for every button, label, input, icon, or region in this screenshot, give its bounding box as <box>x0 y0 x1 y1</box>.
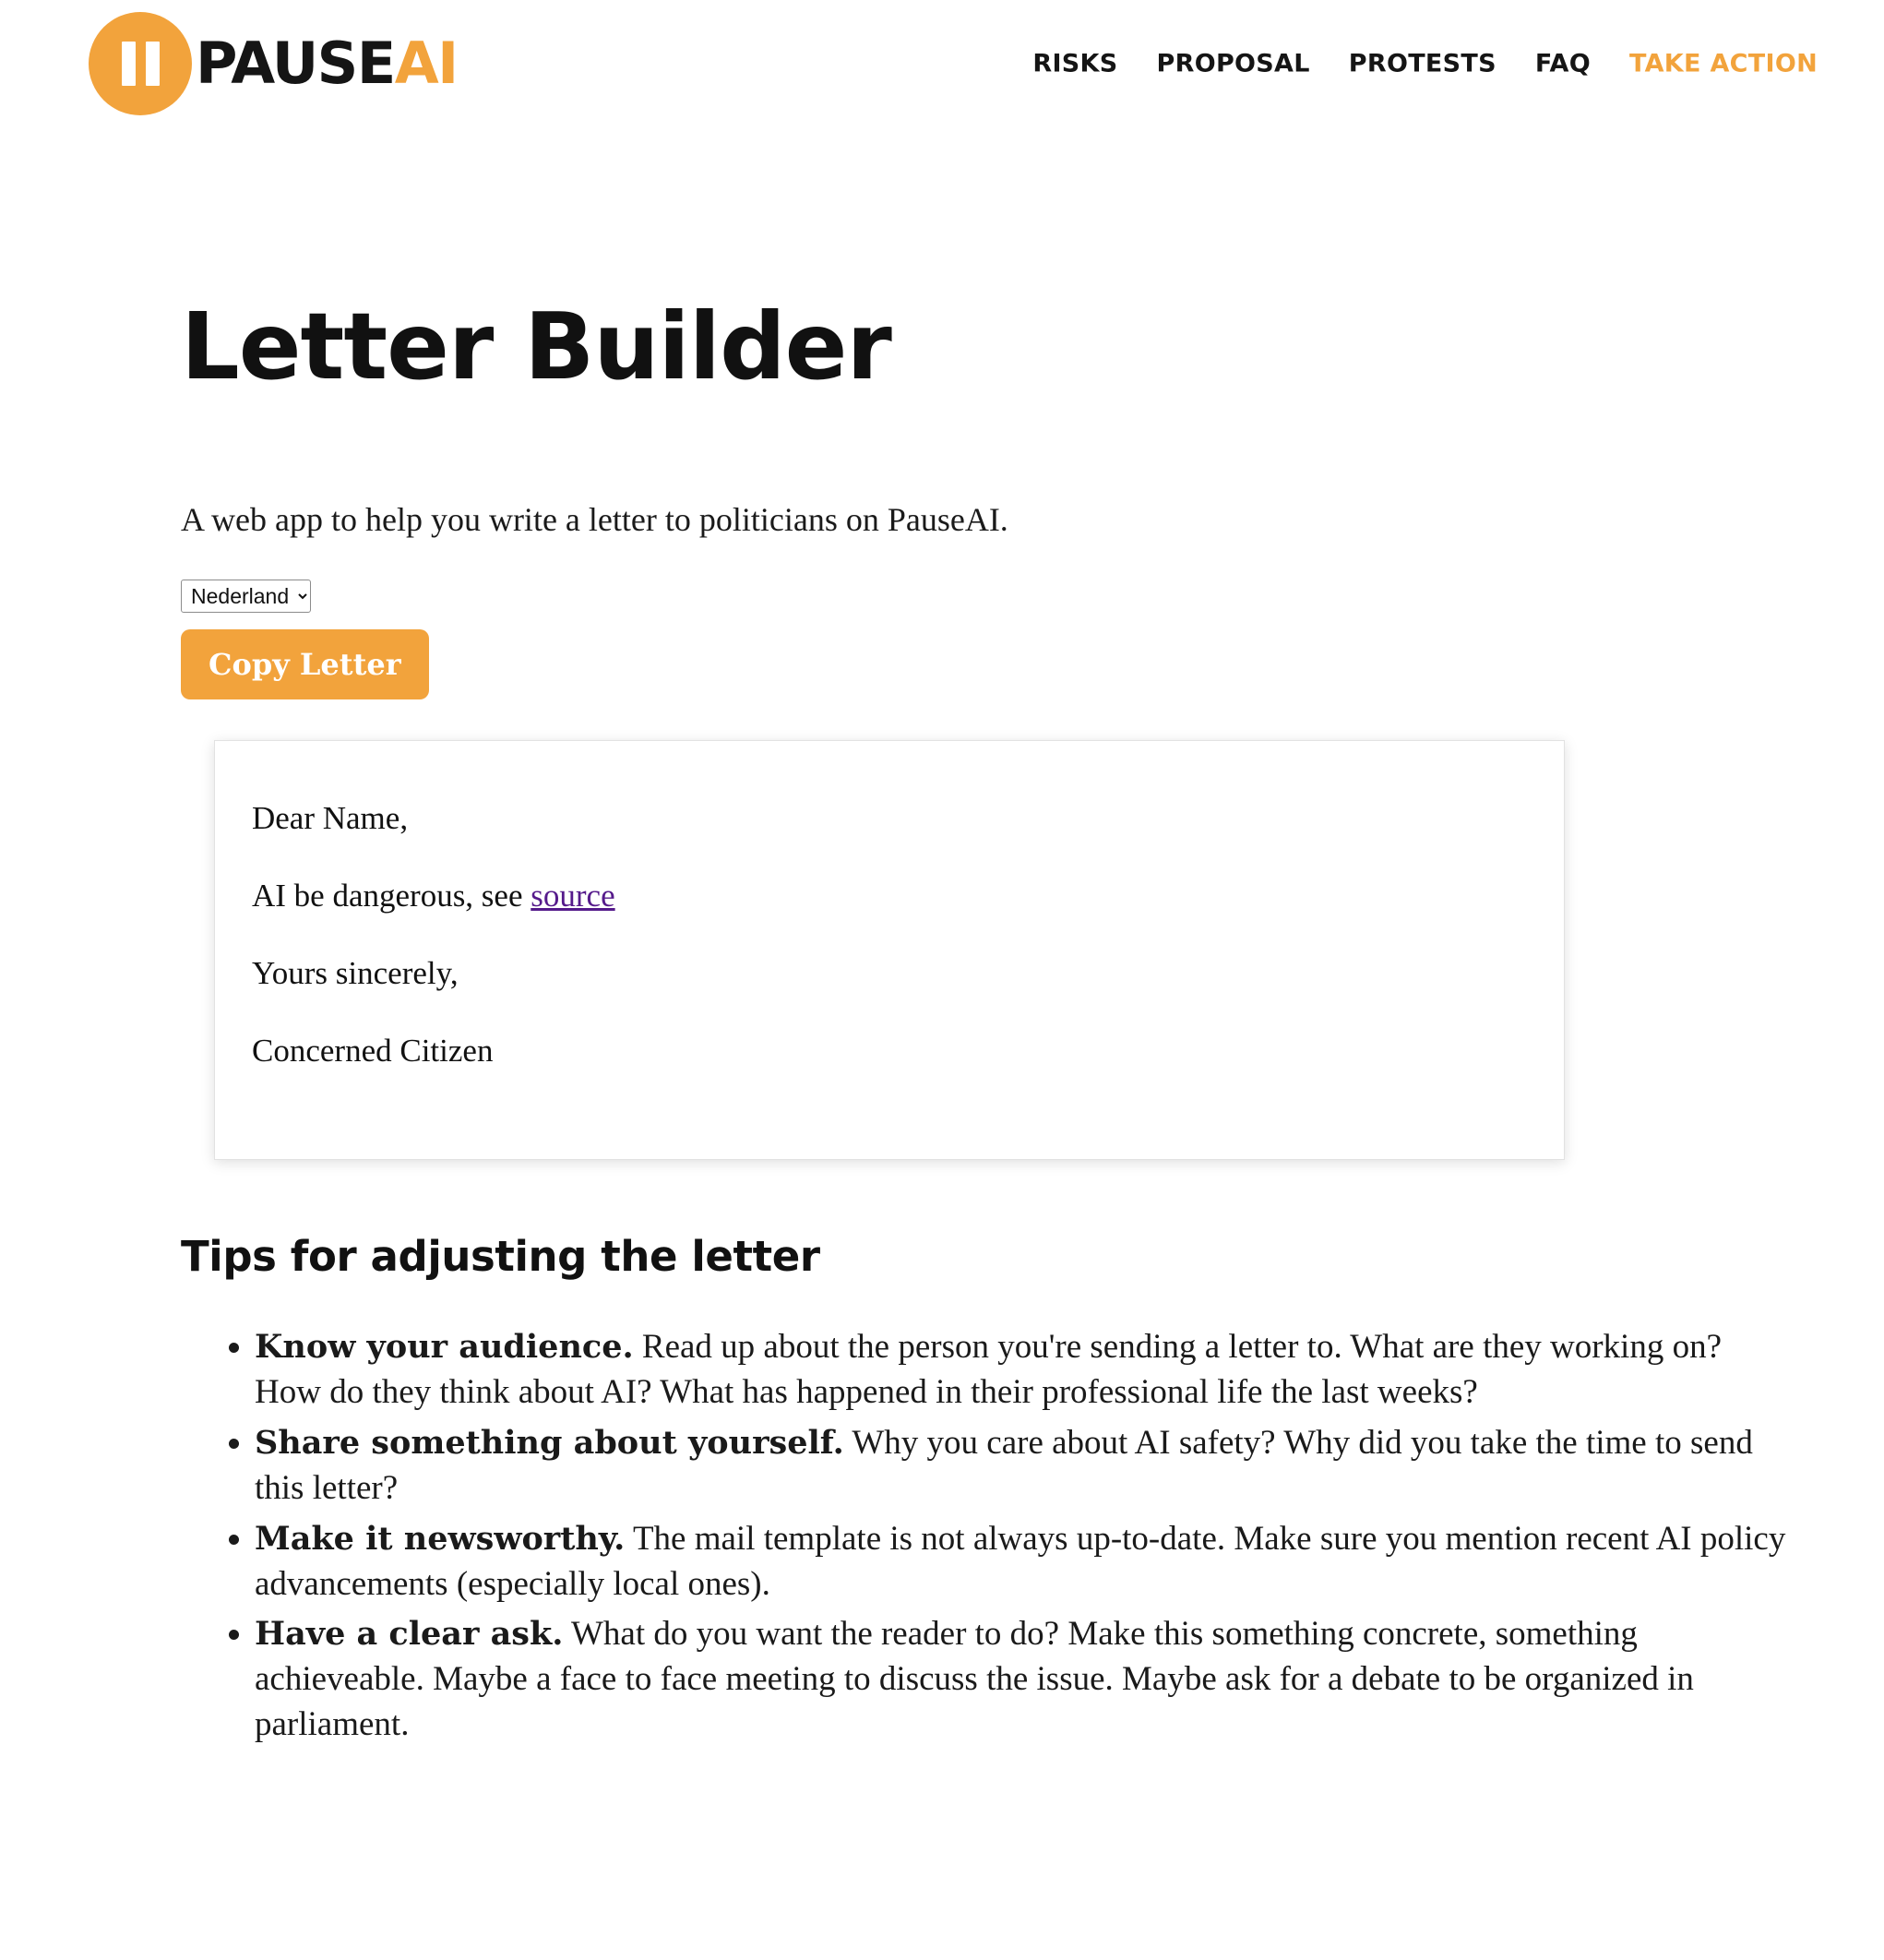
letter-preview-card <box>214 740 1565 1160</box>
letter-signature: Concerned Citizen <box>252 1032 494 1069</box>
list-item <box>255 1325 1795 1416</box>
letter-closing: Yours sincerely, <box>252 954 459 991</box>
tips-heading: Tips for adjusting the letter <box>181 1232 820 1282</box>
page-content <box>0 293 1884 1956</box>
list-item <box>255 1421 1795 1512</box>
main-nav <box>1032 50 1818 78</box>
letter-body-text: AI be dangerous, see <box>252 878 531 914</box>
pause-bar-right <box>146 42 160 86</box>
copy-letter-button[interactable]: Copy Letter <box>181 629 429 699</box>
nav-item-take-action[interactable]: TAKE ACTION <box>1628 49 1818 78</box>
tips-list <box>181 1325 1795 1747</box>
brand-wordmark-ai: AI <box>394 30 458 97</box>
tip-text-know-your-audience: Read up about the person you're sending a letter to. What are they working on? How do they think about AI? What has happened in their professional life the last weeks? <box>255 1328 1723 1412</box>
tip-label-know-your-audience: Know your audience. <box>255 1328 634 1367</box>
bottom-spacer <box>181 1753 1795 1956</box>
country-select[interactable] <box>181 580 311 613</box>
tip-label-make-it-newsworthy: Make it newsworthy. <box>255 1519 626 1558</box>
brand-wordmark <box>196 30 458 97</box>
nav-item-protests[interactable]: PROTESTS <box>1348 49 1496 78</box>
tip-label-have-a-clear-ask: Have a clear ask. <box>255 1615 564 1654</box>
tip-text-have-a-clear-ask: What do you want the reader to do? Make this something concrete, something achieveable. Maybe a face to face meeting to discuss the issue. Maybe ask for a debate to be organized in parliament. <box>255 1615 1694 1744</box>
nav-item-risks[interactable]: RISKS <box>1032 49 1118 78</box>
letter-salutation: Dear Name, <box>252 800 409 837</box>
nav-item-faq[interactable]: FAQ <box>1534 49 1591 78</box>
tip-text-make-it-newsworthy: The mail template is not always up-to-date. Make sure you mention recent AI policy advancements (especially local ones). <box>255 1519 1786 1603</box>
page-intro: A web app to help you write a letter to politicians on PauseAI. <box>181 501 1008 538</box>
tip-text-share-something-about-yourself: Why you care about AI safety? Why did you take the time to send this letter? <box>255 1424 1753 1507</box>
letter-source-link[interactable]: source <box>531 878 615 914</box>
letter-body <box>252 876 1508 916</box>
pause-bar-left <box>122 42 136 86</box>
brand-logo-link[interactable] <box>89 12 458 115</box>
brand-wordmark-pause: PAUSE <box>196 30 395 97</box>
page-title: Letter Builder <box>181 293 891 400</box>
letter-controls <box>181 580 1795 699</box>
pause-bars-icon <box>89 12 192 115</box>
site-header <box>0 0 1884 127</box>
list-item <box>255 1612 1795 1747</box>
list-item <box>255 1517 1795 1607</box>
tip-label-share-something-about-yourself: Share something about yourself. <box>255 1424 844 1463</box>
nav-item-proposal[interactable]: PROPOSAL <box>1156 49 1310 78</box>
